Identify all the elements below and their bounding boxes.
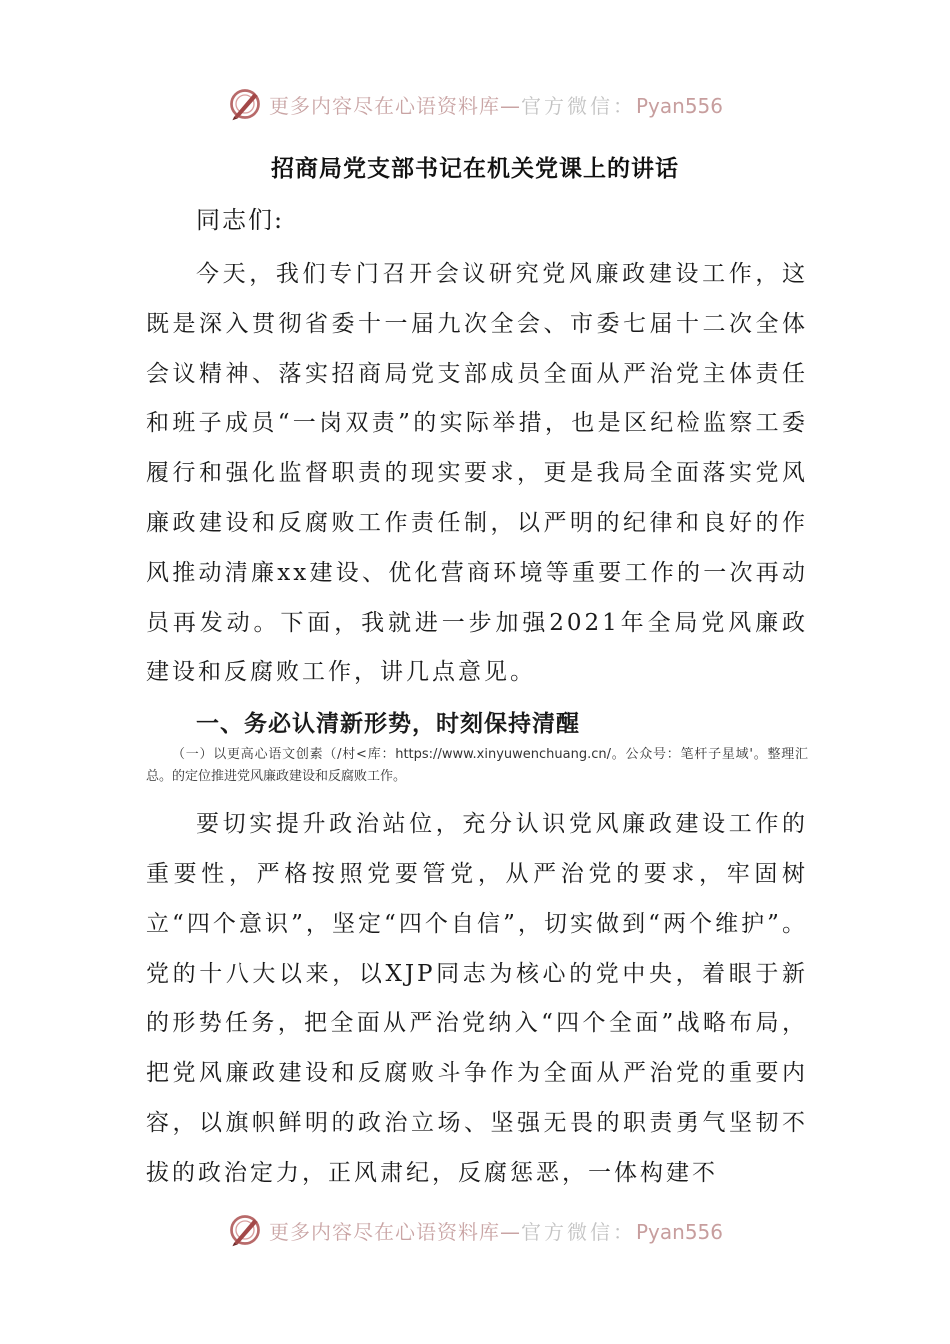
paragraph-1: 今天，我们专门召开会议研究党风廉政建设工作，这既是深入贯彻省委十一届九次全会、市委七届十二次全体会议精神、落实招商局党支部成员全面从严治党主体责任和班子成员“一岗双责”的实际举措，也是区纪检监察工委履行和强化监督职责的现实要求，更是我局全面落实党风廉政建设和反腐败工作责任制，以严明的纪律和良好的作风推动清廉xx建设、优化营商环境等重要工作的一次再动员再发动。下面，我就进一步加强2021年全局党风廉政建设和反腐败工作，讲几点意见。 bbox=[146, 261, 808, 686]
watermark-banner-bottom bbox=[0, 1210, 950, 1250]
watermark-account: Pyan556 bbox=[635, 93, 723, 118]
section-heading-1: 一、务必认清新形势，时刻保持清醒 bbox=[196, 711, 580, 738]
salutation: 同志们: bbox=[196, 206, 285, 234]
watermark-text bbox=[269, 1216, 723, 1245]
watermark-main: 更多内容尽在心语资料库 bbox=[268, 93, 500, 118]
watermark-dash: — bbox=[499, 1219, 521, 1244]
watermark-dash: — bbox=[499, 93, 521, 118]
watermark-main: 更多内容尽在心语资料库 bbox=[268, 1219, 500, 1244]
paragraph-2: 要切实提升政治站位，充分认识党风廉政建设工作的重要性，严格按照党要管党，从严治党的要求，牢固树立“四个意识”，坚定“四个自信”，切实做到“两个维护”。党的十八大以来，以XJP同志为核心的党中央，着眼于新的形势任务，把全面从严治党纳入“四个全面”战略布局，把党风廉政建设和反腐败斗争作为全面从严治党的重要内容，以旗帜鲜明的政治立场、坚强无畏的职责勇气坚韧不拔的政治定力，正风肃纪，反腐惩恶，一体构建不 bbox=[146, 811, 808, 1186]
watermark-account: Pyan556 bbox=[635, 1219, 723, 1244]
watermark-official: 官方微信： bbox=[520, 93, 636, 118]
watermark-text bbox=[269, 90, 723, 119]
pen-circle-logo-icon bbox=[227, 1212, 263, 1248]
watermark-official: 官方微信： bbox=[520, 1219, 636, 1244]
source-note: （一）以更高心语文创素（/村<库：https://www.xinyuwenchuang.cn/。公众号：笔杆子星域'。整理汇总。的定位推进党风廉政建设和反腐败工作。 bbox=[146, 747, 808, 785]
document-title: 招商局党支部书记在机关党课上的讲话 bbox=[271, 155, 679, 182]
pen-circle-logo-icon bbox=[227, 86, 263, 122]
watermark-banner-top bbox=[0, 84, 950, 124]
document-body bbox=[146, 200, 808, 1199]
